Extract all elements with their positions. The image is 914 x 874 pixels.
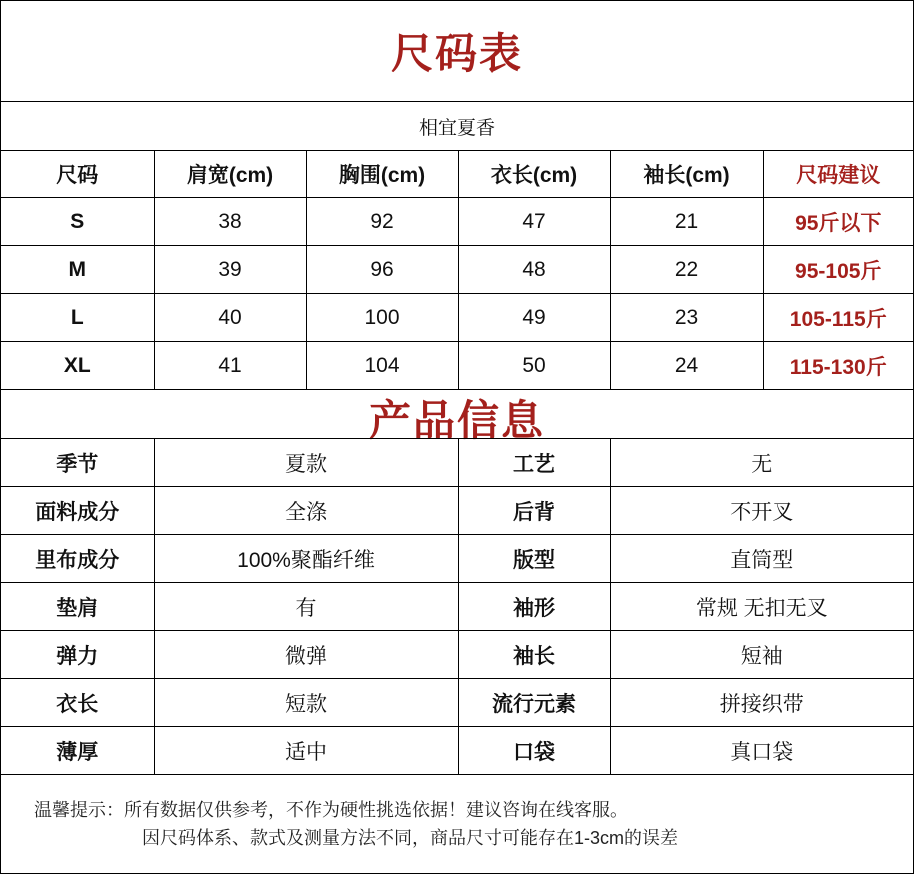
- product-info-table: [1, 438, 913, 775]
- table-row: [1, 583, 913, 631]
- info-value: 有: [154, 583, 458, 631]
- page-title: 尺码表: [390, 30, 523, 77]
- length-value: 48: [458, 246, 610, 294]
- info-value: 短袖: [610, 631, 913, 679]
- shoulder-value: 39: [154, 246, 306, 294]
- header-length: 衣长(cm): [458, 150, 610, 198]
- info-section-title: 产品信息: [368, 397, 545, 444]
- info-value: 夏款: [154, 439, 458, 487]
- table-row: [1, 631, 913, 679]
- info-value: 100%聚酯纤维: [154, 535, 458, 583]
- size-label: S: [1, 198, 154, 246]
- table-row: [1, 679, 913, 727]
- title-bar: [1, 1, 913, 102]
- header-suggestion: 尺码建议: [763, 150, 913, 198]
- info-value: 短款: [154, 679, 458, 727]
- info-value: 无: [610, 439, 913, 487]
- weight-suggestion: 95斤以下: [763, 198, 913, 246]
- info-label: 季节: [1, 439, 154, 487]
- info-value: 全涤: [154, 487, 458, 535]
- size-label: XL: [1, 342, 154, 390]
- info-label: 流行元素: [458, 679, 610, 727]
- info-value: 真口袋: [610, 727, 913, 775]
- shoulder-value: 40: [154, 294, 306, 342]
- info-label: 弹力: [1, 631, 154, 679]
- weight-suggestion: 105-115斤: [763, 294, 913, 342]
- info-label: 薄厚: [1, 727, 154, 775]
- sleeve-value: 24: [610, 342, 763, 390]
- info-label: 版型: [458, 535, 610, 583]
- disclaimer-note: [34, 796, 678, 852]
- info-label: 袖形: [458, 583, 610, 631]
- info-label: 袖长: [458, 631, 610, 679]
- shoulder-value: 41: [154, 342, 306, 390]
- weight-suggestion: 95-105斤: [763, 246, 913, 294]
- size-table: [1, 150, 913, 390]
- weight-suggestion: 115-130斤: [763, 342, 913, 390]
- info-value: 微弹: [154, 631, 458, 679]
- chest-value: 92: [306, 198, 458, 246]
- table-row: [1, 535, 913, 583]
- size-label: M: [1, 246, 154, 294]
- info-section-header: [1, 390, 913, 444]
- disclaimer-line-2: 因尺码体系、款式及测量方法不同，商品尺寸可能存在1-3cm的误差: [142, 828, 679, 848]
- info-label: 工艺: [458, 439, 610, 487]
- table-row: [1, 342, 913, 390]
- table-row: [1, 294, 913, 342]
- subtitle-bar: [1, 102, 913, 151]
- info-label: 垫肩: [1, 583, 154, 631]
- sleeve-value: 21: [610, 198, 763, 246]
- chest-value: 104: [306, 342, 458, 390]
- info-value: 直筒型: [610, 535, 913, 583]
- info-label: 口袋: [458, 727, 610, 775]
- info-value: 不开叉: [610, 487, 913, 535]
- length-value: 49: [458, 294, 610, 342]
- size-label: L: [1, 294, 154, 342]
- shoulder-value: 38: [154, 198, 306, 246]
- length-value: 47: [458, 198, 610, 246]
- chest-value: 100: [306, 294, 458, 342]
- info-label: 里布成分: [1, 535, 154, 583]
- info-label: 衣长: [1, 679, 154, 727]
- table-row: [1, 439, 913, 487]
- table-row: [1, 246, 913, 294]
- size-table-header: [1, 150, 913, 198]
- info-label: 面料成分: [1, 487, 154, 535]
- sleeve-value: 22: [610, 246, 763, 294]
- header-size: 尺码: [1, 150, 154, 198]
- header-chest: 胸围(cm): [306, 150, 458, 198]
- table-row: [1, 727, 913, 775]
- header-shoulder: 肩宽(cm): [154, 150, 306, 198]
- info-value: 常规 无扣无叉: [610, 583, 913, 631]
- info-value: 拼接织带: [610, 679, 913, 727]
- chest-value: 96: [306, 246, 458, 294]
- length-value: 50: [458, 342, 610, 390]
- disclaimer-line-1: 温馨提示：所有数据仅供参考，不作为硬性挑选依据！建议咨询在线客服。: [34, 800, 628, 820]
- info-label: 后背: [458, 487, 610, 535]
- table-row: [1, 198, 913, 246]
- product-name: 相宜夏香: [418, 117, 495, 139]
- header-sleeve: 袖长(cm): [610, 150, 763, 198]
- sleeve-value: 23: [610, 294, 763, 342]
- table-row: [1, 487, 913, 535]
- info-value: 适中: [154, 727, 458, 775]
